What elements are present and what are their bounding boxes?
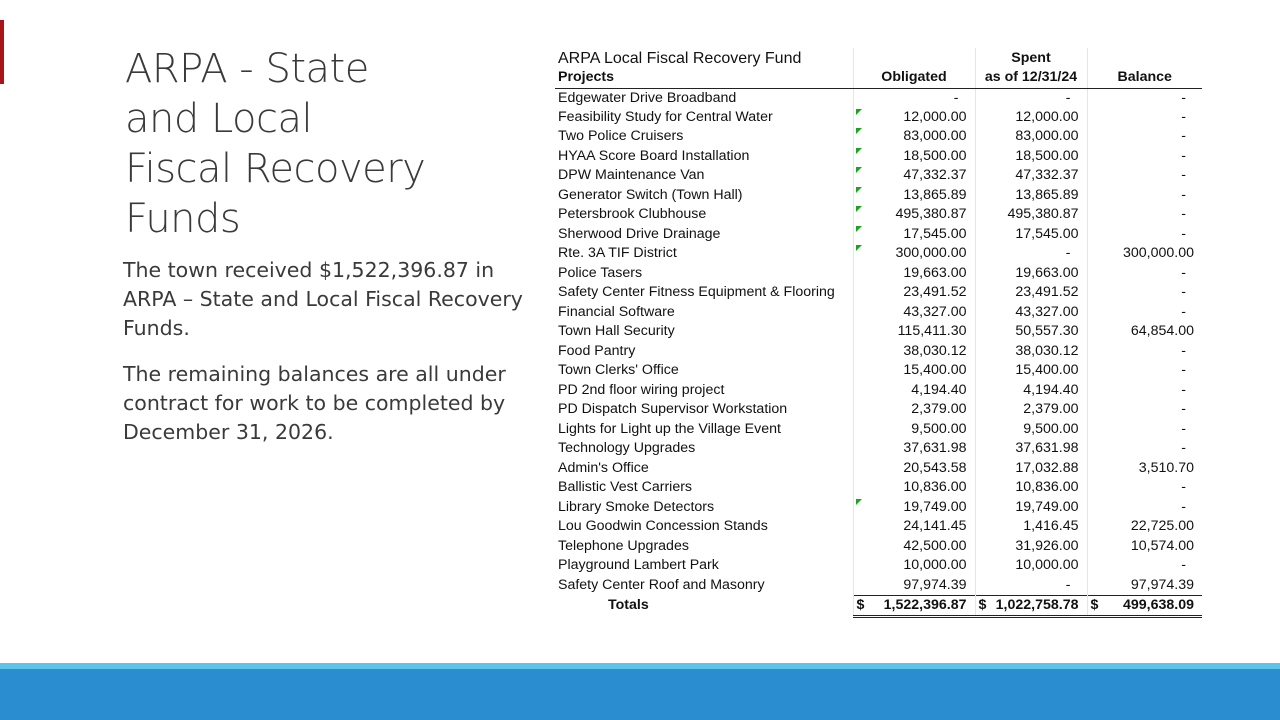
spent-cell: -	[975, 244, 1087, 264]
balance-cell: 3,510.70	[1138, 459, 1194, 476]
balance-cell: -	[1181, 167, 1186, 184]
table-row	[555, 225, 1202, 245]
project-name: Library Smoke Detectors	[555, 498, 853, 518]
obligated-cell: 18,500.00	[853, 147, 975, 167]
totals-label: Totals	[555, 595, 853, 616]
obligated-cell: 37,631.98	[853, 439, 975, 459]
table-row	[555, 264, 1202, 284]
obligated-cell: 47,332.37	[853, 166, 975, 186]
obligated-cell: 97,974.39	[853, 576, 975, 596]
spent-cell: 17,032.88	[975, 459, 1087, 479]
balance-cell: -	[1181, 89, 1186, 106]
obligated-cell: 12,000.00	[853, 108, 975, 128]
table-row	[555, 127, 1202, 147]
table-row	[555, 420, 1202, 440]
project-name: Generator Switch (Town Hall)	[555, 186, 853, 206]
comment-marker-icon	[856, 187, 862, 193]
balance-cell: 97,974.39	[1130, 576, 1194, 593]
spent-cell: 18,500.00	[975, 147, 1087, 167]
project-name: Town Hall Security	[555, 322, 853, 342]
currency-symbol: $	[978, 596, 987, 613]
project-name: DPW Maintenance Van	[555, 166, 853, 186]
spent-cell: 9,500.00	[975, 420, 1087, 440]
table-row	[555, 205, 1202, 225]
balance-cell: -	[1181, 303, 1186, 320]
obligated-cell: -	[853, 88, 975, 108]
header-spent-line1: Spent	[975, 48, 1087, 68]
obligated-cell: 9,500.00	[853, 420, 975, 440]
totals-row	[555, 595, 1202, 616]
balance-cell: -	[1181, 128, 1186, 145]
spent-cell: 13,865.89	[975, 186, 1087, 206]
balance-cell: -	[1181, 498, 1186, 515]
obligated-cell: 10,836.00	[853, 478, 975, 498]
spent-cell: 2,379.00	[975, 400, 1087, 420]
balance-cell: -	[1181, 362, 1186, 379]
balance-cell: -	[1181, 186, 1186, 203]
balance-cell: -	[1181, 225, 1186, 242]
spent-cell: 38,030.12	[975, 342, 1087, 362]
spent-cell: 83,000.00	[975, 127, 1087, 147]
header-obligated: Obligated	[853, 68, 975, 88]
spent-cell: 31,926.00	[975, 537, 1087, 557]
totals-balance	[1087, 595, 1202, 616]
project-name: Lights for Light up the Village Event	[555, 420, 853, 440]
currency-symbol: $	[856, 596, 865, 613]
obligated-cell: 23,491.52	[853, 283, 975, 303]
obligated-cell: 19,663.00	[853, 264, 975, 284]
project-name: Sherwood Drive Drainage	[555, 225, 853, 245]
balance-cell: -	[1181, 401, 1186, 418]
table-row	[555, 108, 1202, 128]
obligated-cell: 20,543.58	[853, 459, 975, 479]
project-name: Food Pantry	[555, 342, 853, 362]
project-name: Lou Goodwin Concession Stands	[555, 517, 853, 537]
footer-accent-line	[0, 663, 1280, 669]
project-name: Telephone Upgrades	[555, 537, 853, 557]
balance-cell: -	[1181, 264, 1186, 281]
spent-cell: -	[975, 576, 1087, 596]
obligated-cell: 38,030.12	[853, 342, 975, 362]
header-row-1	[555, 48, 1202, 68]
table-row	[555, 400, 1202, 420]
table-row	[555, 478, 1202, 498]
obligated-cell: 43,327.00	[853, 303, 975, 323]
project-name: Feasibility Study for Central Water	[555, 108, 853, 128]
title-line: ARPA - State	[125, 46, 369, 92]
balance-cell: 64,854.00	[1130, 323, 1194, 340]
project-name: Admin's Office	[555, 459, 853, 479]
header-empty	[1087, 48, 1202, 68]
project-name: PD Dispatch Supervisor Workstation	[555, 400, 853, 420]
header-row-2	[555, 68, 1202, 88]
spent-cell: 12,000.00	[975, 108, 1087, 128]
comment-marker-icon	[856, 128, 862, 134]
paragraph-funds-received: The town received $1,522,396.87 in ARPA – State and Local Fiscal Recovery Funds.	[123, 258, 523, 340]
spent-cell: 1,416.45	[975, 517, 1087, 537]
header-projects: Projects	[555, 68, 853, 88]
obligated-cell: 495,380.87	[853, 205, 975, 225]
project-name: Town Clerks' Office	[555, 361, 853, 381]
comment-marker-icon	[856, 206, 862, 212]
totals-spent	[975, 595, 1087, 616]
project-name: Safety Center Fitness Equipment & Flooring	[555, 283, 853, 303]
table-row	[555, 244, 1202, 264]
table-row	[555, 439, 1202, 459]
spent-cell: 15,400.00	[975, 361, 1087, 381]
table-row	[555, 88, 1202, 108]
title-line: Funds	[125, 196, 241, 242]
header-spent-line2: as of 12/31/24	[975, 68, 1087, 88]
project-name: Edgewater Drive Broadband	[555, 88, 853, 108]
project-name: Two Police Cruisers	[555, 127, 853, 147]
total-value: 1,022,758.78	[995, 596, 1079, 613]
total-value: 1,522,396.87	[883, 596, 967, 613]
project-name: Petersbrook Clubhouse	[555, 205, 853, 225]
balance-cell: -	[1181, 206, 1186, 223]
spent-cell: 495,380.87	[975, 205, 1087, 225]
table-row	[555, 361, 1202, 381]
comment-marker-icon	[856, 226, 862, 232]
table-row	[555, 576, 1202, 596]
project-name: Safety Center Roof and Masonry	[555, 576, 853, 596]
obligated-cell: 83,000.00	[853, 127, 975, 147]
spent-cell: 4,194.40	[975, 381, 1087, 401]
spent-cell: 37,631.98	[975, 439, 1087, 459]
obligated-cell: 24,141.45	[853, 517, 975, 537]
table-row	[555, 459, 1202, 479]
project-name: Ballistic Vest Carriers	[555, 478, 853, 498]
table-row	[555, 381, 1202, 401]
obligated-cell: 300,000.00	[853, 244, 975, 264]
table-row	[555, 166, 1202, 186]
arpa-spreadsheet	[555, 48, 1202, 618]
balance-cell: -	[1181, 147, 1186, 164]
currency-symbol: $	[1090, 596, 1099, 613]
comment-marker-icon	[856, 109, 862, 115]
balance-cell: -	[1181, 342, 1186, 359]
balance-cell: -	[1181, 420, 1186, 437]
slide-title	[125, 44, 525, 244]
comment-marker-icon	[856, 148, 862, 154]
obligated-cell: 17,545.00	[853, 225, 975, 245]
header-balance: Balance	[1087, 68, 1202, 88]
comment-marker-icon	[856, 167, 862, 173]
obligated-cell: 13,865.89	[853, 186, 975, 206]
balance-cell: -	[1181, 381, 1186, 398]
table-row	[555, 517, 1202, 537]
spent-cell: 17,545.00	[975, 225, 1087, 245]
header-empty	[853, 48, 975, 68]
title-line: Fiscal Recovery	[125, 146, 426, 192]
spent-cell: 19,663.00	[975, 264, 1087, 284]
obligated-cell: 15,400.00	[853, 361, 975, 381]
project-name: Police Tasers	[555, 264, 853, 284]
total-value: 499,638.09	[1122, 596, 1194, 613]
spent-cell: 19,749.00	[975, 498, 1087, 518]
paragraph-remaining-balances: The remaining balances are all under contract for work to be completed by December 31, 2026.	[123, 362, 506, 444]
balance-cell: -	[1181, 284, 1186, 301]
comment-marker-icon	[856, 245, 862, 251]
obligated-cell: 10,000.00	[853, 556, 975, 576]
balance-cell: 22,725.00	[1130, 518, 1194, 535]
table-row	[555, 498, 1202, 518]
table-row	[555, 303, 1202, 323]
totals-obligated	[853, 595, 975, 616]
comment-marker-icon	[856, 499, 862, 505]
balance-cell: -	[1181, 440, 1186, 457]
balance-cell: 10,574.00	[1130, 537, 1194, 554]
balance-cell: -	[1181, 108, 1186, 125]
title-line: and Local	[125, 96, 313, 142]
obligated-cell: 42,500.00	[853, 537, 975, 557]
project-name: HYAA Score Board Installation	[555, 147, 853, 167]
project-name: PD 2nd floor wiring project	[555, 381, 853, 401]
project-name: Technology Upgrades	[555, 439, 853, 459]
arpa-table	[555, 48, 1202, 618]
project-name: Playground Lambert Park	[555, 556, 853, 576]
table-row	[555, 537, 1202, 557]
table-row	[555, 342, 1202, 362]
spent-cell: -	[975, 88, 1087, 108]
table-row	[555, 322, 1202, 342]
obligated-cell: 19,749.00	[853, 498, 975, 518]
table-row	[555, 186, 1202, 206]
spent-cell: 23,491.52	[975, 283, 1087, 303]
balance-cell: -	[1181, 557, 1186, 574]
spent-cell: 47,332.37	[975, 166, 1087, 186]
balance-cell: -	[1181, 479, 1186, 496]
spent-cell: 50,557.30	[975, 322, 1087, 342]
table-row	[555, 147, 1202, 167]
obligated-cell: 115,411.30	[853, 322, 975, 342]
accent-mark	[0, 20, 4, 84]
spent-cell: 10,000.00	[975, 556, 1087, 576]
obligated-cell: 2,379.00	[853, 400, 975, 420]
table-row	[555, 556, 1202, 576]
project-name: Rte. 3A TIF District	[555, 244, 853, 264]
balance-cell: 300,000.00	[1122, 245, 1194, 262]
table-title: ARPA Local Fiscal Recovery Fund	[555, 48, 853, 68]
spent-cell: 10,836.00	[975, 478, 1087, 498]
obligated-cell: 4,194.40	[853, 381, 975, 401]
spent-cell: 43,327.00	[975, 303, 1087, 323]
project-name: Financial Software	[555, 303, 853, 323]
table-row	[555, 283, 1202, 303]
footer-band	[0, 663, 1280, 720]
